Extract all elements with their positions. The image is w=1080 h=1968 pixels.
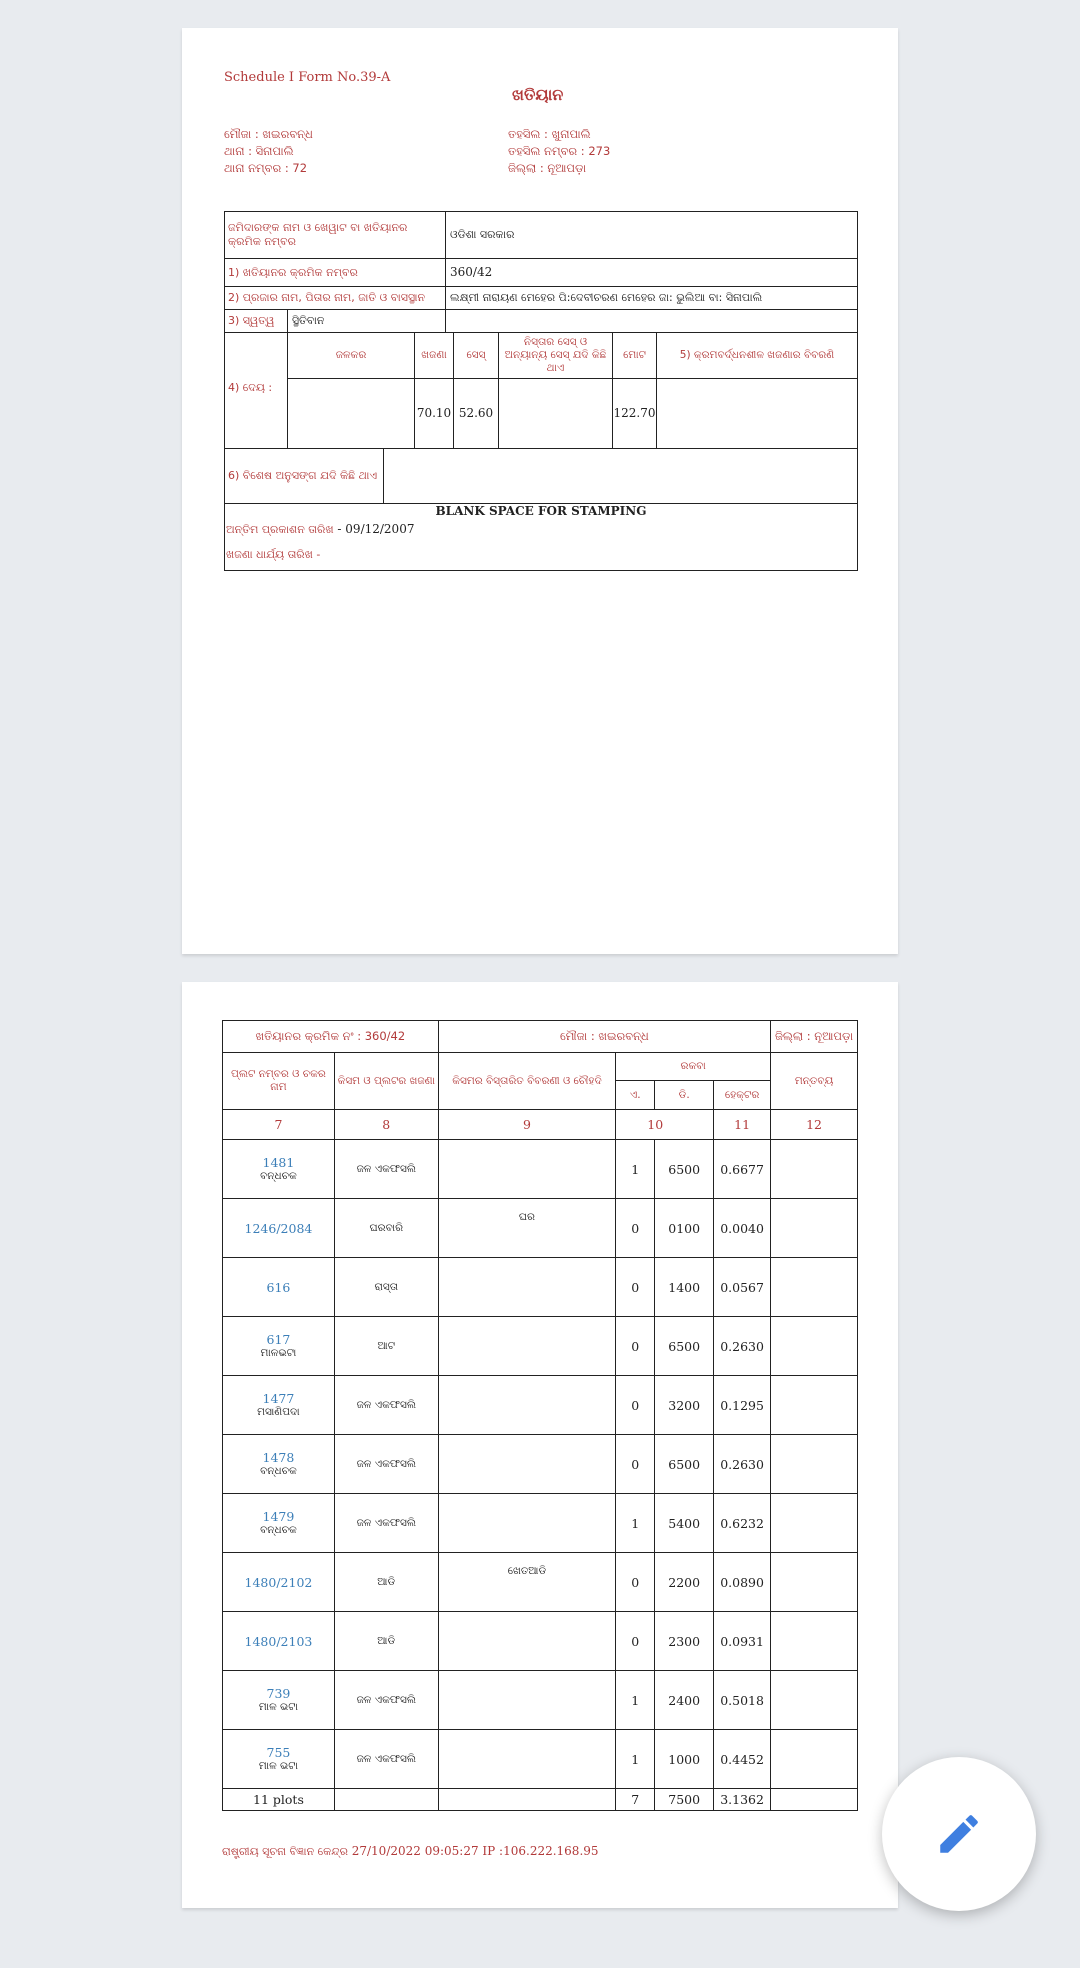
decimal-cell: 2300 bbox=[655, 1612, 714, 1671]
totals-acre: 7 bbox=[616, 1789, 655, 1811]
col-number: 9 bbox=[438, 1110, 616, 1140]
col-hectare-header: ହେକ୍ଟର bbox=[714, 1081, 771, 1110]
dues-progressive bbox=[657, 379, 857, 448]
details-cell bbox=[438, 1612, 616, 1671]
kism-cell: ଜଳ ଏକଫସଲି bbox=[334, 1730, 438, 1789]
dues-cess: 52.60 bbox=[458, 406, 494, 420]
col-plot-header: ପ୍ଲଟ ନମ୍ବର ଓ ଚକର ନାମ bbox=[223, 1053, 335, 1110]
kism-cell: ଜଳ ଏକଫସଲି bbox=[334, 1435, 438, 1494]
form-id: Schedule I Form No.39-A bbox=[224, 70, 391, 85]
plot-cell bbox=[223, 1612, 335, 1671]
table-row bbox=[223, 1612, 858, 1671]
dues-header-progressive: 5) କ୍ରମବର୍ଦ୍ଧନଶୀଳ ଖଜଣାର ବିବରଣି bbox=[679, 348, 835, 361]
khatiyan-label: 1) ଖତିୟାନର କ୍ରମିକ ନମ୍ବର bbox=[228, 265, 358, 279]
col-decimal-header: ଡି. bbox=[655, 1081, 714, 1110]
plot-cell bbox=[223, 1494, 335, 1553]
plot-cell bbox=[223, 1258, 335, 1317]
details-cell bbox=[438, 1140, 616, 1199]
plot-cell bbox=[223, 1671, 335, 1730]
right-value: ସ୍ଥିତିବାନ bbox=[292, 314, 325, 328]
plot-cell bbox=[223, 1730, 335, 1789]
remarks-cell bbox=[771, 1612, 858, 1671]
tehsil-number: ତହସିଲ ନମ୍ବର : 273 bbox=[508, 144, 611, 158]
landlord-value: ଓଡିଶା ସରକାର bbox=[450, 228, 515, 242]
plot-number[interactable]: 616 bbox=[266, 1279, 291, 1295]
dues-label: 4) ଦେୟ : bbox=[228, 381, 273, 395]
decimal-cell: 1400 bbox=[655, 1258, 714, 1317]
table-row bbox=[223, 1258, 858, 1317]
chak-name: ବନ୍ଧଚକ bbox=[260, 1465, 297, 1477]
acre-cell: 0 bbox=[616, 1553, 655, 1612]
plot-cell bbox=[223, 1435, 335, 1494]
hectare-cell: 0.0040 bbox=[714, 1199, 771, 1258]
decimal-cell: 1000 bbox=[655, 1730, 714, 1789]
details-cell bbox=[438, 1435, 616, 1494]
plot-number[interactable]: 1246/2084 bbox=[244, 1220, 313, 1236]
kism-cell: ଜଳ ଏକଫସଲି bbox=[334, 1494, 438, 1553]
page-title: ଖତିୟାନ bbox=[512, 85, 564, 104]
details-cell bbox=[438, 1317, 616, 1376]
totals-label: 11 plots bbox=[223, 1789, 335, 1811]
thana: ଥାନା : ସିନାପାଲି bbox=[224, 144, 294, 158]
plot-cell bbox=[223, 1317, 335, 1376]
col-details-header: କିସମର ବିସ୍ତାରିତ ବିବରଣୀ ଓ ଚୌହଦି bbox=[438, 1053, 616, 1110]
details-cell bbox=[438, 1671, 616, 1730]
chak-name: ବନ୍ଧଚକ bbox=[260, 1524, 297, 1536]
col-number: 12 bbox=[771, 1110, 858, 1140]
chak-name: ମାଳଭଟା bbox=[260, 1347, 297, 1359]
hectare-cell: 0.4452 bbox=[714, 1730, 771, 1789]
hectare-cell: 0.6232 bbox=[714, 1494, 771, 1553]
chak-name: ମାଳ ଭଟା bbox=[258, 1760, 298, 1772]
decimal-cell: 6500 bbox=[655, 1317, 714, 1376]
dues-other-cess bbox=[499, 379, 612, 448]
table-row bbox=[223, 1553, 858, 1612]
chak-name: ମସାଣିପଦା bbox=[257, 1406, 300, 1418]
remarks-cell bbox=[771, 1435, 858, 1494]
dues-header-total: ମୋଟ bbox=[623, 348, 646, 361]
header-district: ଜିଲ୍ଲା : ନୂଆପଡ଼ା bbox=[771, 1021, 858, 1053]
table-row bbox=[223, 1376, 858, 1435]
acre-cell: 1 bbox=[616, 1140, 655, 1199]
col-area-header: ରକବା bbox=[616, 1053, 771, 1081]
hectare-cell: 0.0931 bbox=[714, 1612, 771, 1671]
plot-number[interactable]: 755 bbox=[266, 1745, 291, 1760]
col-number: 11 bbox=[714, 1110, 771, 1140]
acre-cell: 0 bbox=[616, 1258, 655, 1317]
plot-number[interactable]: 1480/2102 bbox=[244, 1574, 313, 1590]
dues-header-rent: ଖଜଣା bbox=[421, 348, 447, 361]
plot-cell bbox=[223, 1199, 335, 1258]
kism-cell: ଘରବାରି bbox=[334, 1199, 438, 1258]
acre-cell: 1 bbox=[616, 1730, 655, 1789]
tehsil: ତହସିଲ : ଖୁନାପାଲି bbox=[508, 127, 591, 141]
decimal-cell: 6500 bbox=[655, 1140, 714, 1199]
edit-fab-button[interactable] bbox=[882, 1757, 1036, 1911]
tenant-value: ଲକ୍ଷ୍ମୀ ନାରାୟଣ ମେହେର ପି:ଦେବୀଚରଣ ମେହେର ଜା: ଭୁଲିଆ ବା: ସିନାପାଲି bbox=[450, 291, 763, 305]
table-row bbox=[223, 1317, 858, 1376]
remarks-cell bbox=[771, 1730, 858, 1789]
table-header-row bbox=[223, 1021, 858, 1053]
chak-name: ବନ୍ଧଚକ bbox=[260, 1170, 297, 1182]
col-number: 10 bbox=[616, 1110, 714, 1140]
stamping-space-label: BLANK SPACE FOR STAMPING bbox=[435, 504, 647, 518]
details-cell bbox=[438, 1258, 616, 1317]
landlord-label: ଜମିଦାରଙ୍କ ନାମ ଓ ଖେୱାଟ ବା ଖତିୟାନର କ୍ରମିକ ନମ୍ବର bbox=[228, 221, 408, 248]
plot-cell bbox=[223, 1553, 335, 1612]
plots-table bbox=[222, 1020, 858, 1811]
hectare-cell: 0.2630 bbox=[714, 1317, 771, 1376]
acre-cell: 1 bbox=[616, 1671, 655, 1730]
remarks-cell bbox=[771, 1671, 858, 1730]
khajana-assessment-date: ଖଜଣା ଧାର୍ଯ୍ୟ ତାରିଖ - bbox=[226, 548, 321, 561]
dues-rent: 70.10 bbox=[416, 406, 452, 420]
dues-header-other-cess: ନିସ୍ତାର ସେସ୍ ଓ ଅନ୍ୟାନ୍ୟ ସେସ୍ ଯଦି କିଛି ଥାଏ bbox=[504, 335, 607, 375]
document-page-2 bbox=[182, 982, 898, 1908]
hectare-cell: 0.1295 bbox=[714, 1376, 771, 1435]
acre-cell: 0 bbox=[616, 1612, 655, 1671]
remarks-cell bbox=[771, 1258, 858, 1317]
remarks-cell bbox=[771, 1140, 858, 1199]
table-row bbox=[223, 1671, 858, 1730]
decimal-cell: 5400 bbox=[655, 1494, 714, 1553]
chak-name: ମାଳ ଭଟା bbox=[258, 1701, 298, 1713]
header-khatiyan-number: ଖତିୟାନର କ୍ରମିକ ନଂ : 360/42 bbox=[223, 1021, 439, 1053]
decimal-cell: 0100 bbox=[655, 1199, 714, 1258]
final-publication-date: ଅନ୍ତିମ ପ୍ରକାଶନ ତାରିଖ - 09/12/2007 bbox=[226, 522, 415, 536]
acre-cell: 0 bbox=[616, 1376, 655, 1435]
details-cell bbox=[438, 1730, 616, 1789]
right-label: 3) ସ୍ୱତ୍ୱ bbox=[228, 314, 275, 328]
totals-decimal: 7500 bbox=[655, 1789, 714, 1811]
kism-cell: ଆଡି bbox=[334, 1612, 438, 1671]
remarks-label: 6) ବିଶେଷ ଅନୁସଙ୍ଗ ଯଦି କିଛି ଥାଏ bbox=[228, 469, 378, 483]
hectare-cell: 0.0890 bbox=[714, 1553, 771, 1612]
decimal-cell: 6500 bbox=[655, 1435, 714, 1494]
plot-number[interactable]: 1480/2103 bbox=[244, 1633, 313, 1649]
table-row bbox=[223, 1140, 858, 1199]
plot-cell bbox=[223, 1376, 335, 1435]
remarks-cell bbox=[771, 1199, 858, 1258]
details-cell bbox=[438, 1494, 616, 1553]
table-row bbox=[223, 1199, 858, 1258]
remarks-cell bbox=[771, 1553, 858, 1612]
table-row bbox=[223, 1730, 858, 1789]
column-number-row bbox=[223, 1110, 858, 1140]
totals-hectare: 3.1362 bbox=[714, 1789, 771, 1811]
plot-number[interactable]: 1479 bbox=[262, 1509, 295, 1524]
kism-cell: ଆଟ bbox=[334, 1317, 438, 1376]
acre-cell: 0 bbox=[616, 1317, 655, 1376]
plot-number[interactable]: 739 bbox=[266, 1686, 291, 1701]
kism-cell: ରାସ୍ତା bbox=[334, 1258, 438, 1317]
col-number: 8 bbox=[334, 1110, 438, 1140]
hectare-cell: 0.6677 bbox=[714, 1140, 771, 1199]
remarks-cell bbox=[771, 1494, 858, 1553]
dues-water-tax bbox=[288, 379, 414, 448]
totals-row bbox=[223, 1789, 858, 1811]
decimal-cell: 2200 bbox=[655, 1553, 714, 1612]
col-number: 7 bbox=[223, 1110, 335, 1140]
remarks-cell bbox=[771, 1376, 858, 1435]
acre-cell: 0 bbox=[616, 1435, 655, 1494]
details-cell: ଖେତଆଡି bbox=[438, 1553, 616, 1612]
hectare-cell: 0.5018 bbox=[714, 1671, 771, 1730]
table-row bbox=[223, 1435, 858, 1494]
plot-number[interactable]: 1477 bbox=[262, 1391, 295, 1406]
acre-cell: 1 bbox=[616, 1494, 655, 1553]
table-row bbox=[223, 1494, 858, 1553]
hectare-cell: 0.0567 bbox=[714, 1258, 771, 1317]
col-remarks-header: ମନ୍ତବ୍ୟ bbox=[771, 1053, 858, 1110]
footer-timestamp: ରାଷ୍ଟ୍ରୀୟ ସୂଚନା ବିଜ୍ଞାନ କେନ୍ଦ୍ର 27/10/2022 09:05:27 IP :106.222.168.95 bbox=[222, 1844, 599, 1858]
acre-cell: 0 bbox=[616, 1199, 655, 1258]
details-cell bbox=[438, 1376, 616, 1435]
document-page-1 bbox=[182, 28, 898, 954]
remarks-cell bbox=[771, 1317, 858, 1376]
decimal-cell: 2400 bbox=[655, 1671, 714, 1730]
kism-cell: ଆଡି bbox=[334, 1553, 438, 1612]
mouza: ମୌଜା : ଖଇରବନ୍ଧ bbox=[224, 127, 313, 141]
edit-pencil-icon bbox=[934, 1809, 984, 1859]
thana-number: ଥାନା ନମ୍ବର : 72 bbox=[224, 161, 308, 175]
dues-total: 122.70 bbox=[613, 406, 656, 420]
tenant-label: 2) ପ୍ରଜାର ନାମ, ପିତାର ନାମ, ଜାତି ଓ ବାସସ୍ଥାନ bbox=[228, 291, 426, 305]
dues-header-cess: ସେସ୍ bbox=[466, 348, 486, 361]
hectare-cell: 0.2630 bbox=[714, 1435, 771, 1494]
plot-cell bbox=[223, 1140, 335, 1199]
plot-number[interactable]: 1478 bbox=[262, 1450, 295, 1465]
col-kism-header: କିସମ ଓ ପ୍ଲଟର ଖଜଣା bbox=[334, 1053, 438, 1110]
khatiyan-value: 360/42 bbox=[450, 265, 493, 279]
decimal-cell: 3200 bbox=[655, 1376, 714, 1435]
kism-cell: ଜଳ ଏକଫସଲି bbox=[334, 1376, 438, 1435]
district: ଜିଲ୍ଲା : ନୂଆପଡ଼ା bbox=[508, 161, 587, 175]
details-cell: ଘର bbox=[438, 1199, 616, 1258]
plot-number[interactable]: 617 bbox=[266, 1332, 291, 1347]
dues-header-water-tax: ଜଳକର bbox=[335, 348, 367, 361]
plot-number[interactable]: 1481 bbox=[262, 1155, 295, 1170]
header-mouza: ମୌଜା : ଖଇରବନ୍ଧ bbox=[438, 1021, 770, 1053]
kism-cell: ଜଳ ଏକଫସଲି bbox=[334, 1671, 438, 1730]
kism-cell: ଜଳ ଏକଫସଲି bbox=[334, 1140, 438, 1199]
col-acre-header: ଏ. bbox=[616, 1081, 655, 1110]
